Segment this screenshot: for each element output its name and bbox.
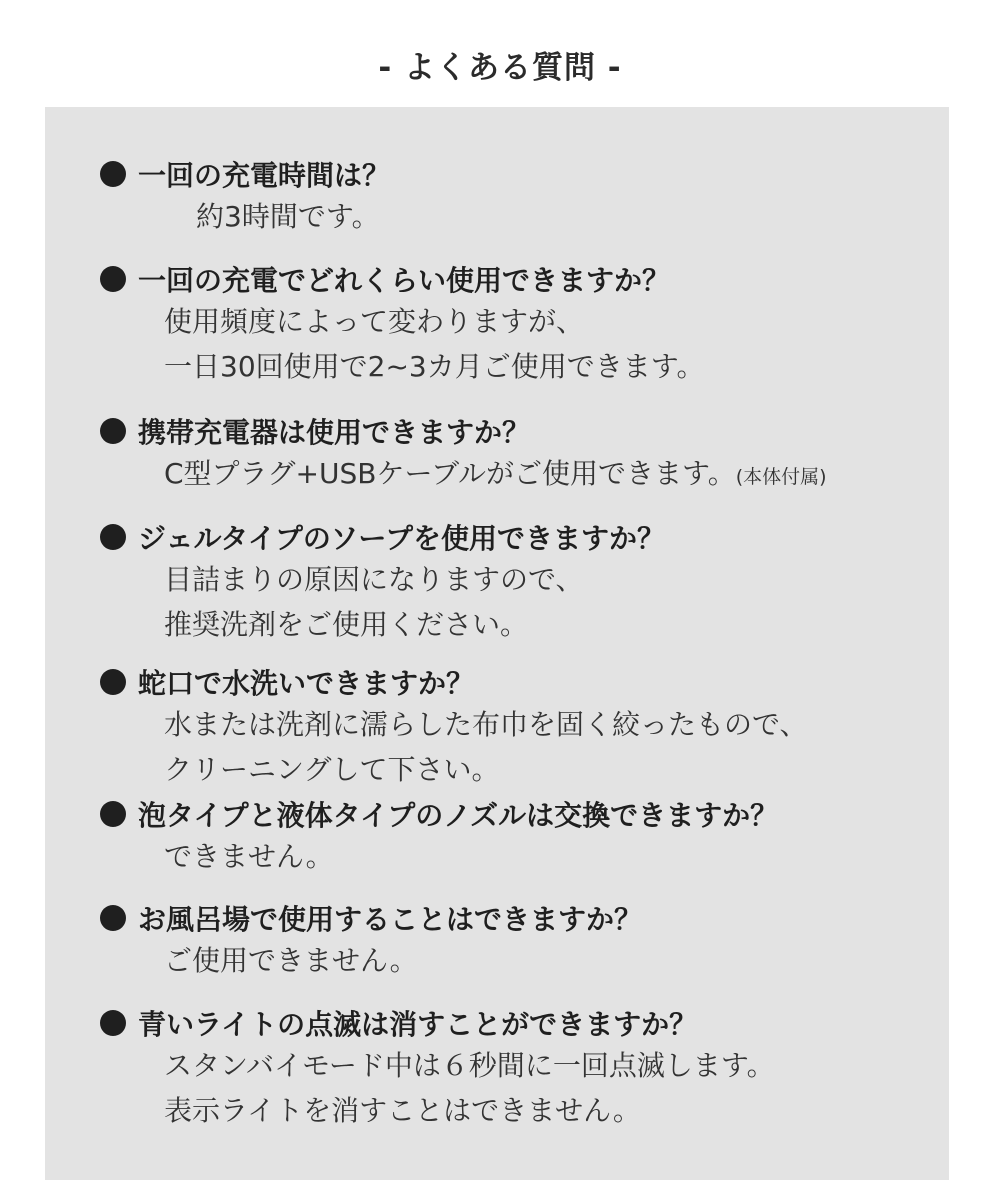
answer-main-text: C型プラグ+USBケーブルがご使用できます。	[164, 457, 736, 490]
answer-text	[100, 451, 940, 500]
question-text: ジェルタイプのソープを使用できますか？	[138, 522, 665, 555]
bullet-icon	[100, 669, 126, 695]
question-text: 携帯充電器は使用できますか？	[138, 416, 531, 449]
faq-question	[100, 662, 940, 702]
answer-text: できません。	[164, 840, 334, 873]
question-text: 青いライトの点滅は消すことができますか？	[138, 1008, 698, 1041]
bullet-icon	[100, 1010, 126, 1036]
bullet-icon	[100, 905, 126, 931]
faq-question	[100, 154, 940, 194]
faq-item	[100, 411, 940, 500]
page-title: - よくある質問 -	[378, 50, 622, 86]
answer-text: 目詰まりの原因になりますので、	[164, 563, 584, 596]
question-text: 泡タイプと液体タイプのノズルは交換できますか？	[138, 799, 779, 832]
bullet-icon	[100, 266, 126, 292]
faq-question	[100, 517, 940, 557]
answer-text: 約3時間です。	[196, 200, 380, 233]
faq-item	[100, 662, 940, 792]
bullet-icon	[100, 801, 126, 827]
faq-item	[100, 517, 940, 647]
question-text: 一回の充電でどれくらい使用できますか？	[138, 264, 671, 297]
bullet-icon	[100, 418, 126, 444]
answer-text: 推奨洗剤をご使用ください。	[164, 608, 529, 641]
answer-text: 使用頻度によって変わりますが、	[164, 305, 585, 338]
faq-item	[100, 794, 940, 879]
faq-item	[100, 898, 940, 983]
bullet-icon	[100, 161, 126, 187]
answer-note: (本体付属)	[735, 466, 827, 488]
answer-text: ご使用できません。	[164, 944, 418, 977]
faq-question	[100, 411, 940, 451]
faq-question	[100, 1003, 940, 1043]
faq-question	[100, 259, 940, 299]
question-text: 蛇口で水洗いできますか？	[138, 667, 475, 700]
faq-item	[100, 154, 940, 239]
bullet-icon	[100, 524, 126, 550]
answer-text: クリーニングして下さい。	[164, 753, 500, 786]
answer-text: スタンバイモード中は６秒間に一回点滅します。	[164, 1049, 775, 1082]
question-text: お風呂場で使用することはできますか？	[138, 903, 643, 936]
faq-item	[100, 259, 940, 389]
faq-item	[100, 1003, 940, 1133]
answer-text: 一日30回使用で2~3カ月ご使用できます。	[164, 350, 705, 383]
faq-question	[100, 794, 940, 834]
answer-text: 表示ライトを消すことはできません。	[164, 1094, 641, 1127]
answer-text: 水または洗剤に濡らした布巾を固く絞ったもので、	[164, 708, 808, 741]
faq-question	[100, 898, 940, 938]
question-text: 一回の充電時間は？	[138, 159, 391, 192]
